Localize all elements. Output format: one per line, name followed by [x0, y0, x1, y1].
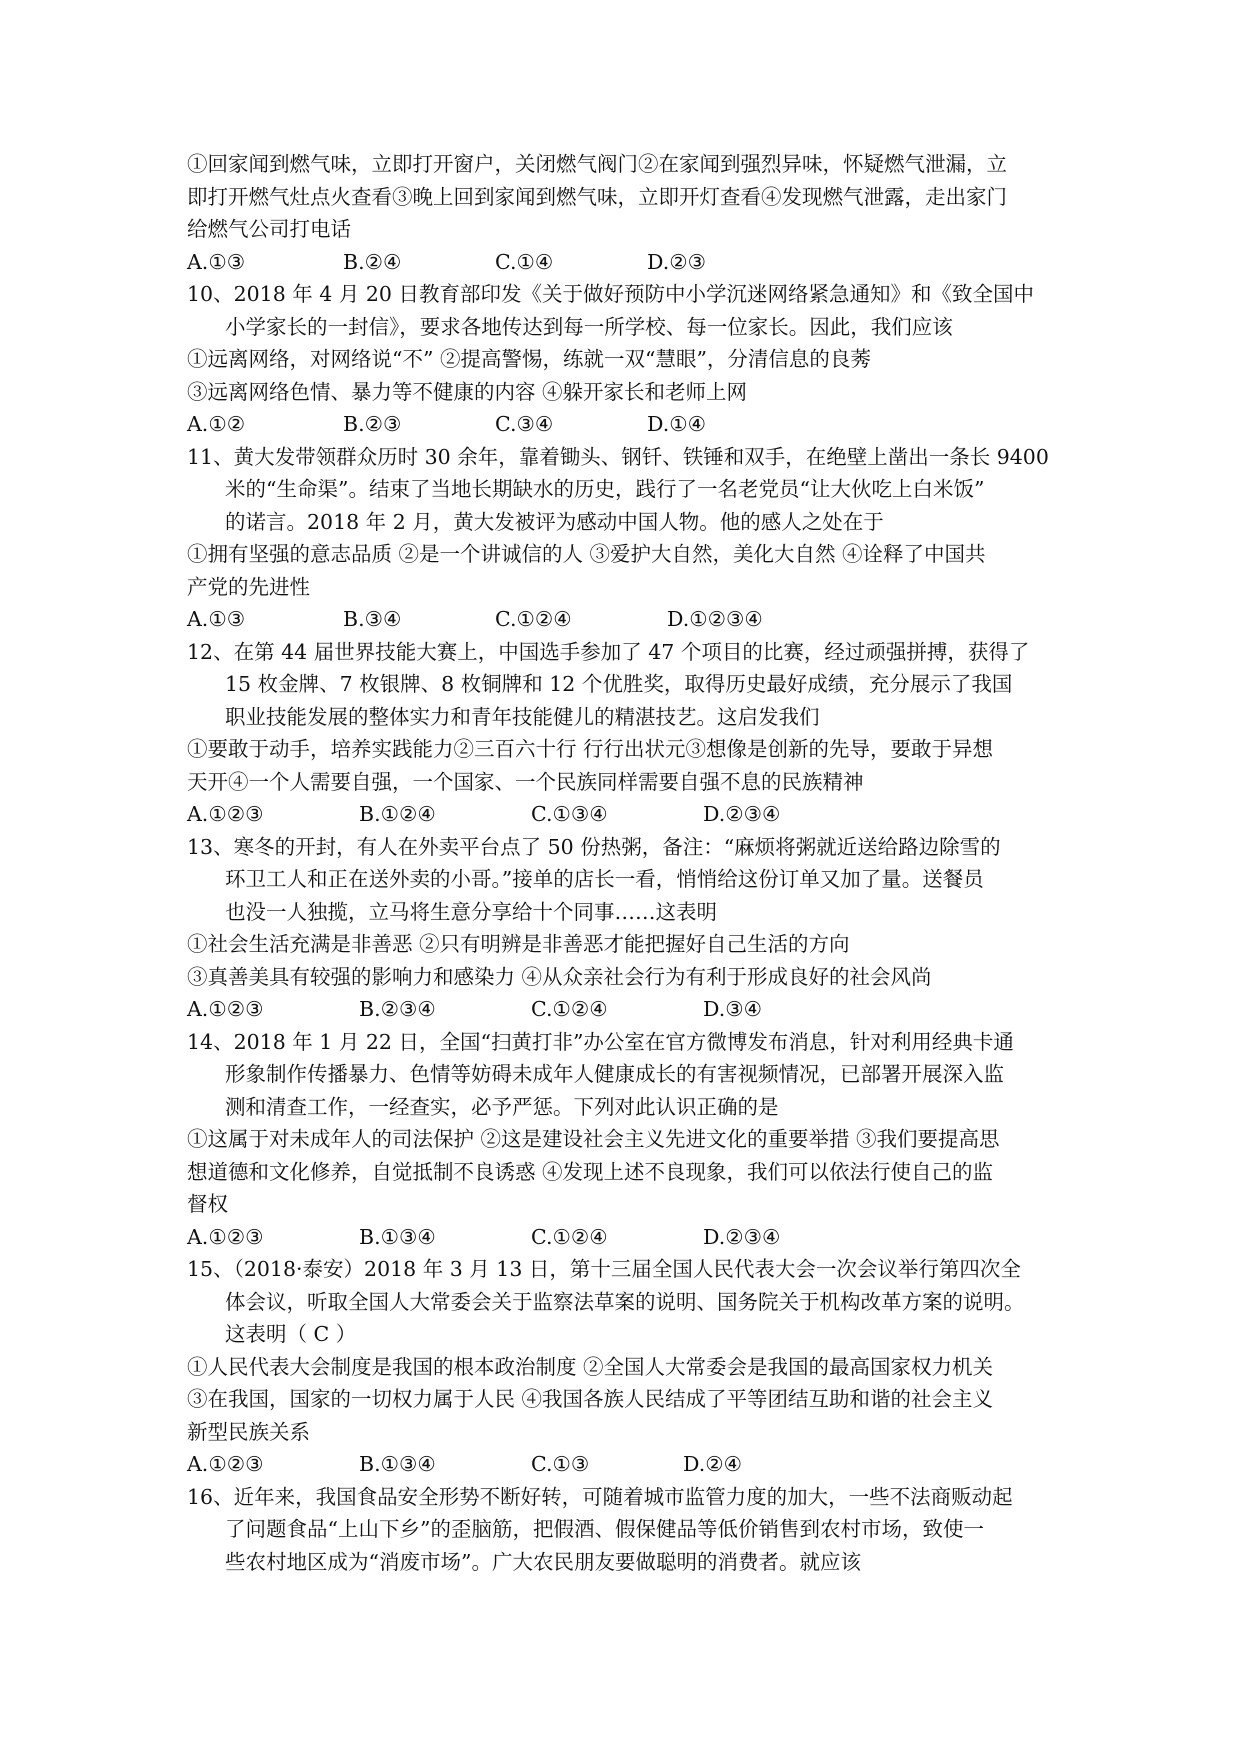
statement-line: 产党的先进性: [187, 574, 310, 599]
statement-line: ③真善美具有较强的影响力和感染力 ④从众亲社会行为有利于形成良好的社会风尚: [187, 964, 932, 989]
question-14: [187, 1026, 1077, 1254]
question-16: [187, 1481, 1077, 1579]
question-stem-line: 了问题食品“上山下乡”的歪脑筋，把假酒、假保健品等低价销售到农村市场，致使一: [225, 1517, 984, 1541]
question-13: [187, 831, 1077, 1026]
option-d: D.②④: [683, 1452, 742, 1476]
option-c: C.①②④: [531, 997, 608, 1021]
question-stem-line: 体会议，听取全国人大常委会关于监察法草案的说明、国务院关于机构改革方案的说明。: [225, 1289, 1025, 1314]
statement-line: ①社会生活充满是非善恶 ②只有明辨是非善恶才能把握好自己生活的方向: [187, 932, 850, 956]
option-a: A.①②③: [187, 997, 264, 1021]
question-stem-line: 13、寒冬的开封，有人在外卖平台点了 50 份热粥，备注：“麻烦将粥就近送给路边除雪的: [187, 834, 1001, 859]
answer-options: [187, 993, 1077, 1026]
statement-line: 督权: [187, 1192, 228, 1216]
statement-line: ①这属于对未成年人的司法保护 ②这是建设社会主义先进文化的重要举措 ③我们要提高思: [187, 1127, 1000, 1151]
option-d: D.②③④: [703, 802, 781, 826]
option-a: A.①②③: [187, 802, 264, 826]
statement-line: 即打开燃气灶点火查看③晚上回到家闻到燃气味，立即开灯查看④发现燃气泄露，走出家门: [187, 184, 1007, 209]
question-stem-line: 环卫工人和正在送外卖的小哥。”接单的店长一看，悄悄给这份订单又加了量。送餐员: [225, 867, 984, 891]
question-stem-line: 些农村地区成为“消废市场”。广大农民朋友要做聪明的消费者。就应该: [225, 1549, 861, 1574]
option-d: D.①②③④: [667, 607, 763, 631]
option-c: C.①④: [495, 249, 554, 274]
statement-line: 给燃气公司打电话: [187, 217, 351, 241]
statement-line: ③在我国，国家的一切权力属于人民 ④我国各族人民结成了平等团结互助和谐的社会主义: [187, 1387, 994, 1411]
option-b: B.①③④: [359, 1224, 436, 1249]
question-11: [187, 441, 1077, 636]
statement-line: 新型民族关系: [187, 1419, 310, 1444]
question-stem-line: 16、近年来，我国食品安全形势不断好转，可随着城市监管力度的加大，一些不法商贩动起: [187, 1484, 1013, 1509]
answer-options: [187, 1448, 1077, 1481]
question-stem-line: 12、在第 44 届世界技能大赛上，中国选手参加了 47 个项目的比赛，经过顽强拼搏，获得了: [187, 639, 1030, 664]
option-c: C.③④: [495, 412, 554, 436]
statement-line: 天开④一个人需要自强，一个国家、一个民族同样需要自强不息的民族精神: [187, 769, 864, 794]
option-a: A.①②③: [187, 1224, 264, 1249]
statement-line: ①要敢于动手，培养实践能力②三百六十行 行行出状元③想像是创新的先导，要敢于异想: [187, 737, 994, 761]
question-stem-line: 形象制作传播暴力、色情等妨碍未成年人健康成长的有害视频情况，已部署开展深入监: [225, 1062, 1004, 1086]
option-a: A.①③: [187, 249, 246, 274]
statement-line: 想道德和文化修养，自觉抵制不良诱惑 ④发现上述不良现象，我们可以依法行使自己的监: [187, 1159, 994, 1184]
option-a: A.①②: [187, 412, 246, 436]
statement-line: ①回家闻到燃气味，立即打开窗户，关闭燃气阀门②在家闻到强烈异味，怀疑燃气泄漏，立: [187, 152, 1007, 176]
question-stem-line: 10、2018 年 4 月 20 日教育部印发《关于做好预防中小学沉迷网络紧急通知》和《致全国中: [187, 282, 1034, 306]
question-stem-line: 的诺言。2018 年 2 月，黄大发被评为感动中国人物。他的感人之处在于: [225, 509, 884, 534]
option-a: A.①②③: [187, 1452, 264, 1476]
option-c: C.①②④: [531, 1224, 608, 1249]
option-a: A.①③: [187, 607, 246, 631]
option-d: D.③④: [703, 997, 762, 1021]
exam-content: [187, 148, 1077, 1578]
question-stem-line: 米的“生命渠”。结束了当地长期缺水的历史，践行了一名老党员“让大伙吃上白米饭”: [225, 477, 985, 501]
question-stem-line: 测和清查工作，一经查实，必予严惩。下列对此认识正确的是: [225, 1094, 779, 1119]
option-d: D.②③④: [703, 1224, 781, 1249]
answer-options: [187, 798, 1077, 831]
option-b: B.①③④: [359, 1452, 436, 1476]
answer-options: [187, 246, 1077, 279]
question-12: [187, 636, 1077, 831]
option-b: B.①②④: [359, 802, 436, 826]
option-b: B.③④: [343, 607, 402, 631]
option-d: D.②③: [647, 249, 706, 274]
statement-line: ①远离网络，对网络说“不” ②提高警惕，练就一双“慧眼”，分清信息的良莠: [187, 347, 871, 371]
option-c: C.①②④: [495, 607, 572, 631]
statement-line: ①拥有坚强的意志品质 ②是一个讲诚信的人 ③爱护大自然，美化大自然 ④诠释了中国共: [187, 542, 986, 566]
option-c: C.①③: [531, 1452, 590, 1476]
question-stem-line: 14、2018 年 1 月 22 日，全国“扫黄打非”办公室在官方微博发布消息，针对利用经典卡通: [187, 1029, 1014, 1054]
question-15: [187, 1253, 1077, 1481]
option-d: D.①④: [647, 412, 706, 436]
option-b: B.②④: [343, 249, 402, 274]
option-b: B.②③④: [359, 997, 436, 1021]
question-stem-line: 这表明（ C ）: [225, 1322, 357, 1346]
option-c: C.①③④: [531, 802, 608, 826]
answer-options: [187, 408, 1077, 441]
answer-options: [187, 1221, 1077, 1254]
question-stem-line: 11、黄大发带领群众历时 30 余年，靠着锄头、钢钎、铁锤和双手，在绝壁上凿出一条长 9400: [187, 444, 1049, 469]
statement-line: ①人民代表大会制度是我国的根本政治制度 ②全国人大常委会是我国的最高国家权力机关: [187, 1354, 994, 1379]
question-stem-line: 也没一人独揽，立马将生意分享给十个同事……这表明: [225, 899, 717, 924]
option-b: B.②③: [343, 412, 402, 436]
statement-line: ③远离网络色情、暴力等不健康的内容 ④躲开家长和老师上网: [187, 379, 748, 404]
answer-options: [187, 603, 1077, 636]
question-stem-line: 15、（2018·泰安）2018 年 3 月 13 日，第十三届全国人民代表大会一次会议举行第四次全: [187, 1257, 1021, 1281]
question-stem-line: 职业技能发展的整体实力和青年技能健儿的精湛技艺。这启发我们: [225, 704, 820, 729]
question-10: [187, 278, 1077, 441]
question-stem-line: 15 枚金牌、7 枚银牌、8 枚铜牌和 12 个优胜奖，取得历史最好成绩，充分展示了我国: [225, 672, 1013, 696]
question-stem-line: 小学家长的一封信》，要求各地传达到每一所学校、每一位家长。因此，我们应该: [225, 314, 953, 339]
question-9: [187, 148, 1077, 278]
